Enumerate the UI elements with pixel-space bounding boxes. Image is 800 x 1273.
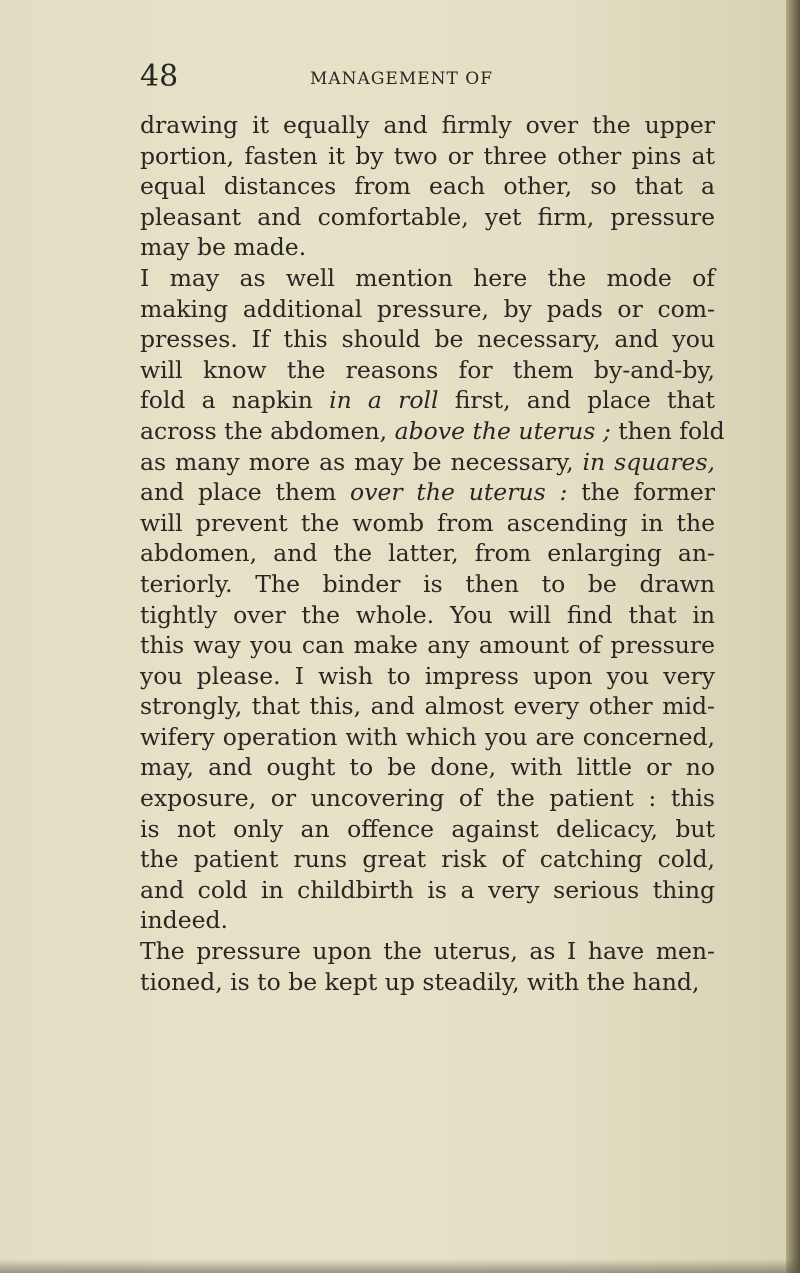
- text-line: you please. I wish to impress upon you very: [140, 661, 715, 690]
- text-line: as many more as may be necessary, in squares,: [140, 447, 715, 476]
- text-line: will prevent the womb from ascending in the: [140, 508, 715, 537]
- page-header: [140, 60, 700, 94]
- text-line: portion, fasten it by two or three other pins at: [140, 141, 715, 170]
- text-line: tioned, is to be kept up steadily, with the hand,: [140, 967, 700, 996]
- italic-phrase: above the uterus ;: [394, 416, 611, 445]
- text-line: fold a napkin in a roll first, and place that: [140, 386, 716, 415]
- text-line: The pressure upon the uterus, as I have men-: [140, 937, 715, 966]
- text-line: may be made.: [140, 233, 307, 262]
- page-bottom-shadow: [0, 1259, 800, 1273]
- text-line: strongly, that this, and almost every other mid-: [140, 692, 715, 721]
- text-line: is not only an offence against delicacy, but: [140, 814, 715, 843]
- text-line: the patient runs great risk of catching cold,: [140, 845, 715, 874]
- italic-phrase: in squares,: [582, 447, 715, 476]
- body-text: [140, 110, 725, 997]
- italic-phrase: over the uterus :: [350, 478, 568, 507]
- text-line: drawing it equally and firmly over the upper: [140, 111, 715, 139]
- text-line: tightly over the whole. You will find that in: [140, 600, 715, 629]
- text-line: indeed.: [140, 906, 229, 935]
- page-edge: [786, 0, 800, 1273]
- text-line: and place them over the uterus : the former: [140, 478, 715, 507]
- italic-phrase: in a roll: [329, 386, 439, 415]
- text-line: abdomen, and the latter, from enlarging an-: [140, 539, 715, 568]
- text-line: equal distances from each other, so that a: [140, 172, 715, 201]
- text-line: wifery operation with which you are concerned,: [140, 722, 715, 751]
- running-head: MANAGEMENT OF: [310, 69, 493, 89]
- text-line: exposure, or uncovering of the patient : this: [140, 784, 715, 813]
- text-line: pleasant and comfortable, yet firm, pressure: [140, 202, 715, 231]
- page-number: 48: [140, 59, 179, 94]
- text-line: I may as well mention here the mode of: [140, 263, 715, 292]
- text-line: teriorly. The binder is then to be drawn: [140, 569, 715, 598]
- text-line: and cold in childbirth is a very serious thing: [140, 875, 715, 904]
- text-line: across the abdomen, above the uterus ; then fold: [140, 416, 725, 445]
- text-line: may, and ought to be done, with little or no: [140, 753, 715, 782]
- text-line: will know the reasons for them by-and-by,: [140, 355, 715, 384]
- text-line: making additional pressure, by pads or com-: [140, 294, 715, 323]
- text-line: presses. If this should be necessary, and you: [140, 325, 715, 354]
- text-line: this way you can make any amount of pressure: [140, 631, 715, 660]
